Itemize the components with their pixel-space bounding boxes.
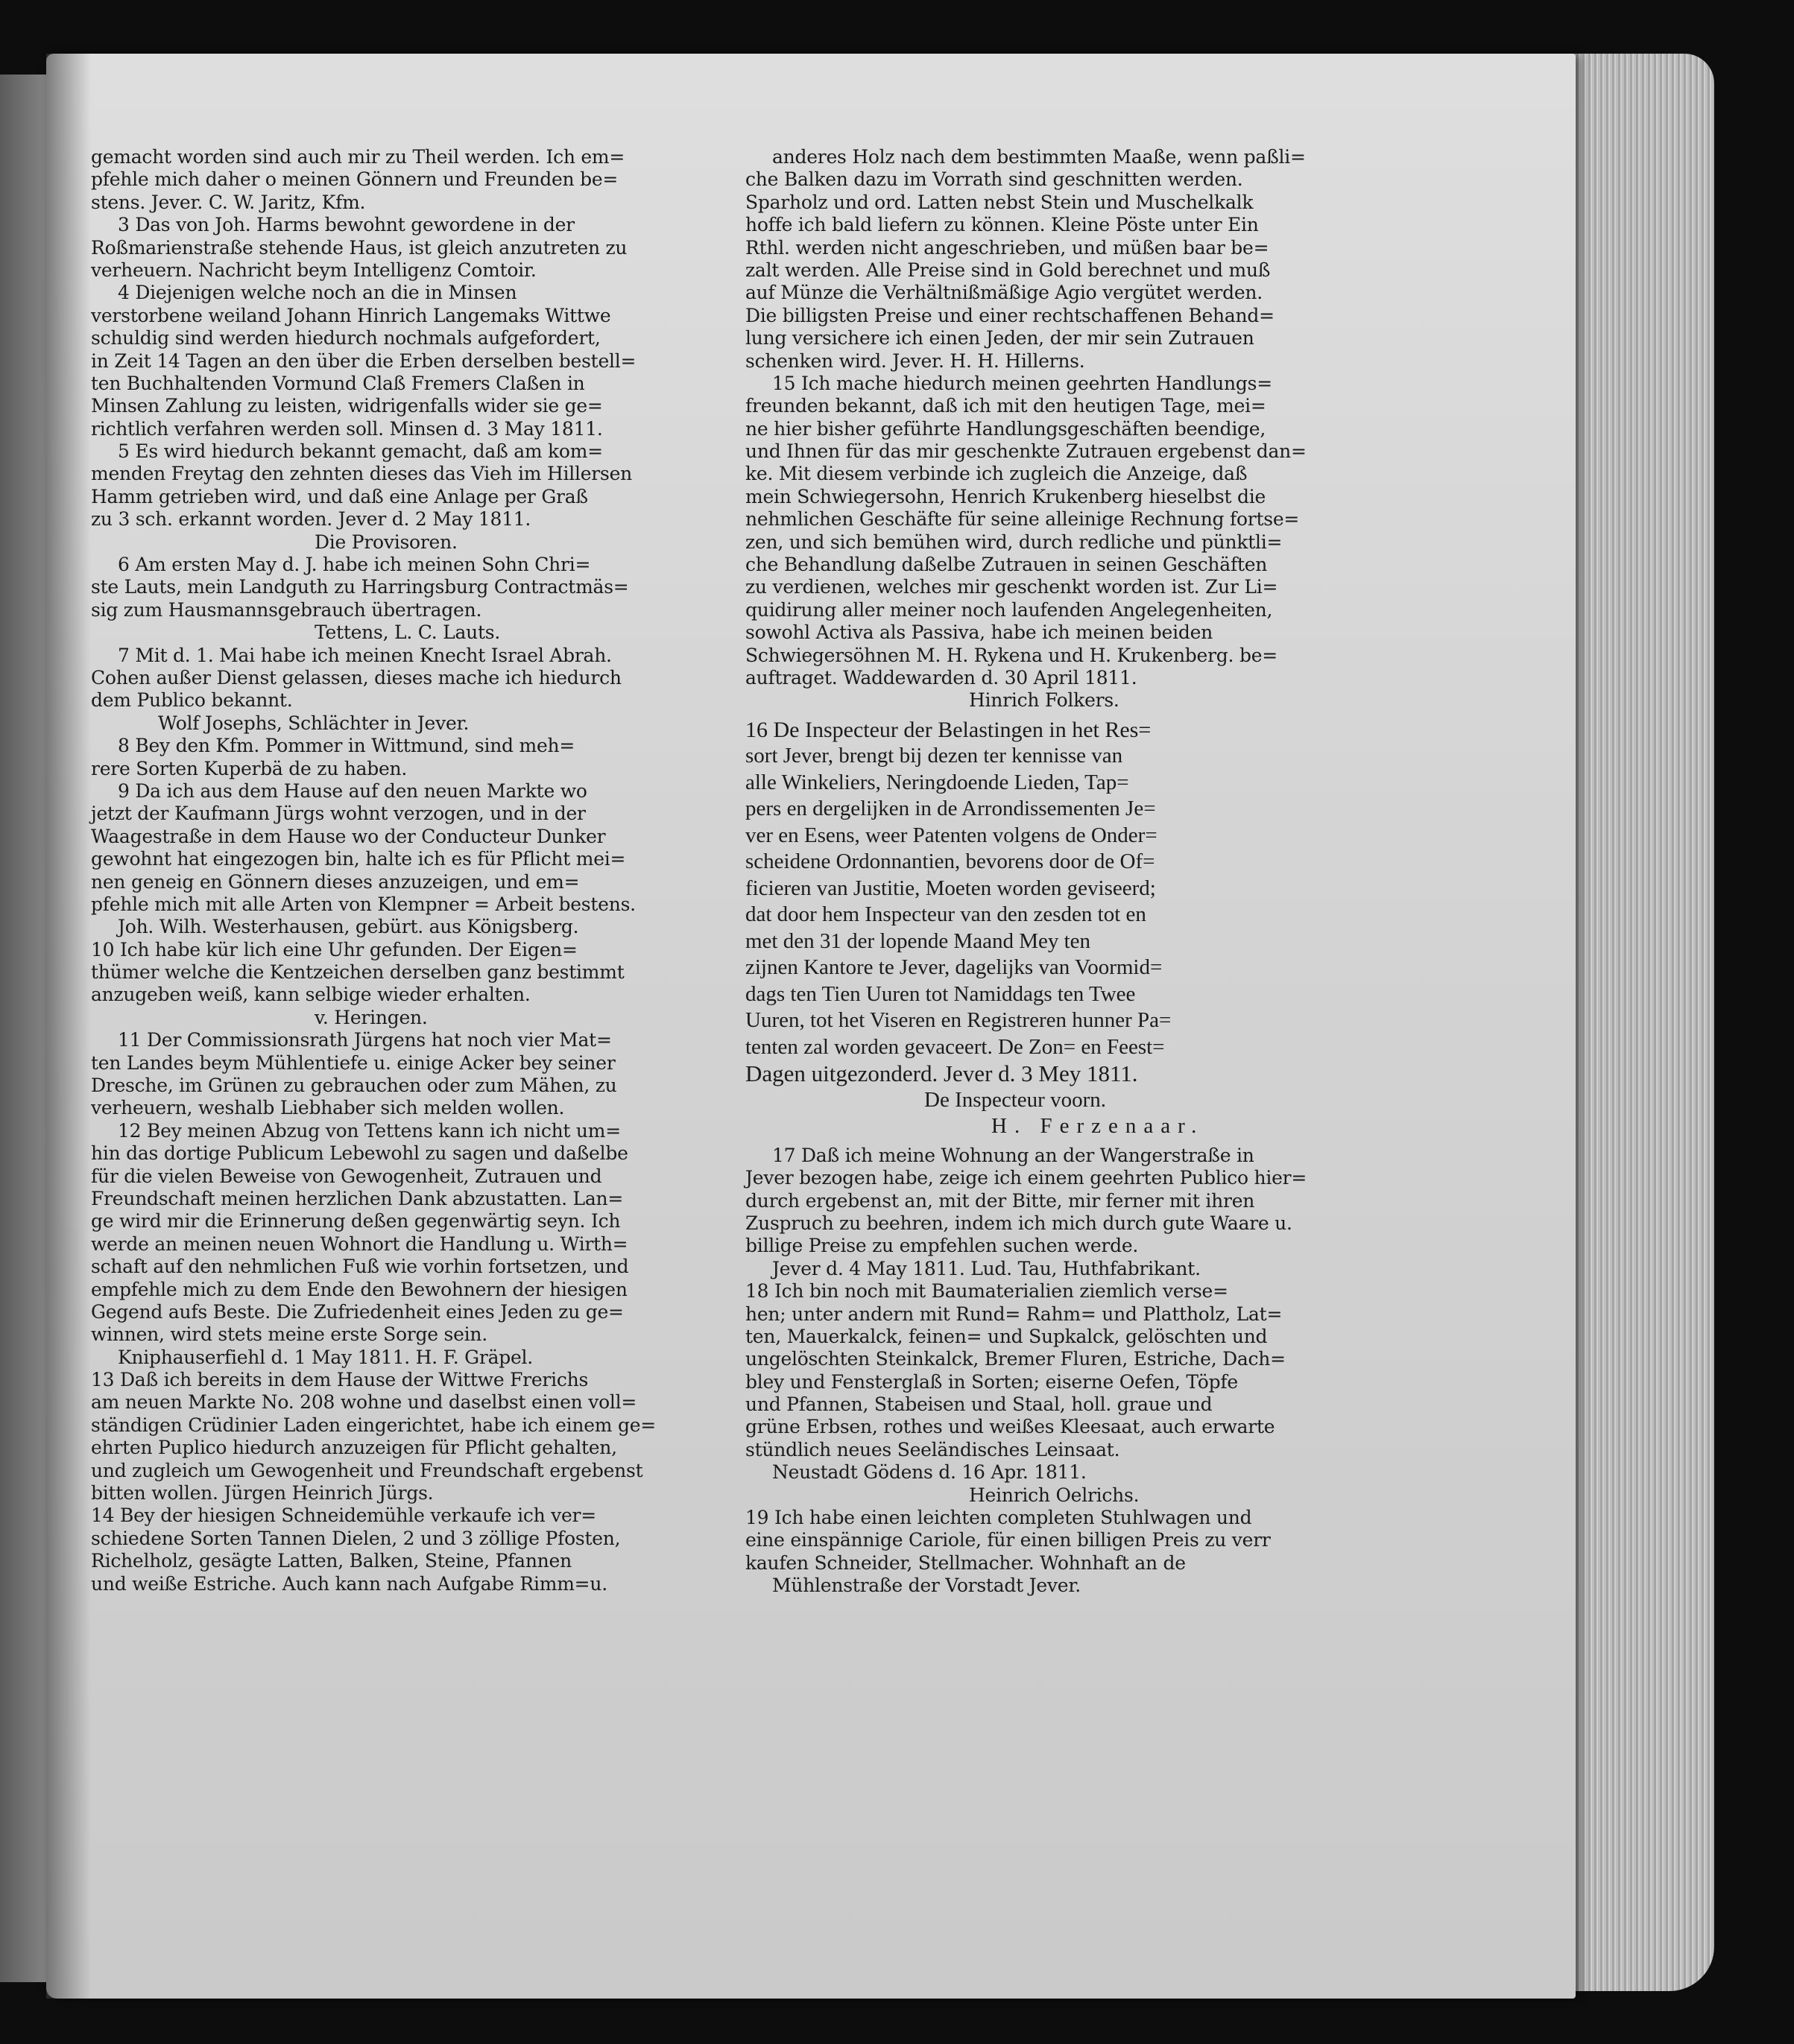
text-line: ten Buchhaltenden Vormund Claß Fremers Claßen in <box>91 372 585 394</box>
text-line: ehrten Puplico hiedurch anzuzeigen für Pflicht gehalten, <box>91 1437 617 1459</box>
text-line: schaft auf den nehmlichen Fuß wie vorhin fortsetzen, und <box>91 1256 629 1278</box>
text-line: nen geneig en Gönnern dieses anzuzeigen, und em= <box>91 870 580 893</box>
text-line: 19 Ich habe einen leichten completen Stuhlwagen und <box>745 1507 1252 1529</box>
text-line: pfehle mich mit alle Arten von Klempner = Arbeit bestens. <box>91 893 636 915</box>
text-line: ver en Esens, weer Patenten volgens de Onder= <box>745 823 1157 847</box>
text-line: Hamm getrieben wird, und daß eine Anlage per Graß <box>91 485 588 507</box>
text-line: rere Sorten Kuperbä de zu haben. <box>91 757 408 779</box>
text-line: gewohnt hat eingezogen bin, halte ich es für Pflicht mei= <box>91 848 626 870</box>
text-line: Freundschaft meinen herzlichen Dank abzustatten. Lan= <box>91 1187 624 1209</box>
signature: v. Heringen. <box>315 1006 428 1028</box>
text-line: verheuern, weshalb Liebhaber sich melden wollen. <box>91 1097 565 1119</box>
text-line: 13 Daß ich bereits in dem Hause der Wittwe Frerichs <box>91 1369 589 1391</box>
text-line: und weiße Estriche. Auch kann nach Aufgabe Rimm=u. <box>91 1572 607 1595</box>
text-line: mein Schwiegersohn, Henrich Krukenberg hieselbst die <box>745 485 1266 507</box>
text-line: richtlich verfahren werden soll. Minsen d. 3 May 1811. <box>91 417 603 440</box>
text-line: ge wird mir die Erinnerung deßen gegenwärtig seyn. Ich <box>91 1210 621 1233</box>
text-line: empfehle mich zu dem Ende den Bewohnern der hiesigen <box>91 1278 628 1300</box>
text-line: gemacht worden sind auch mir zu Theil werden. Ich em= <box>91 146 625 168</box>
signature: Die Provisoren. <box>315 531 458 553</box>
text-line: alle Winkeliers, Neringdoende Lieden, Tap= <box>745 770 1129 794</box>
text-line: Cohen außer Dienst gelassen, dieses mache ich hiedurch <box>91 666 622 689</box>
text-line: 5 Es wird hiedurch bekannt gemacht, daß am kom= <box>118 440 603 463</box>
advertisement-10 <box>91 939 702 1030</box>
text-line: thümer welche die Kentzeichen derselben ganz bestimmt <box>91 961 625 984</box>
advertisement-5 <box>91 440 702 554</box>
advertisement-11 <box>91 1029 702 1120</box>
text-line: menden Freytag den zehnten dieses das Vieh im Hillersen <box>91 463 632 485</box>
advertisement-13 <box>91 1369 702 1504</box>
text-line: Zuspruch zu beehren, indem ich mich durch gute Waare u. <box>745 1212 1292 1234</box>
text-line: 18 Ich bin noch mit Baumaterialien ziemlich verse= <box>745 1280 1228 1303</box>
text-line: 9 Da ich aus dem Hause auf den neuen Markte wo <box>118 779 587 802</box>
text-line: winnen, wird stets meine erste Sorge sein. <box>91 1323 487 1346</box>
right-column <box>745 146 1334 1598</box>
text-line: und Ihnen für das mir geschenkte Zutrauen ergebenst dan= <box>745 440 1307 463</box>
text-line: zalt werden. Alle Preise sind in Gold berechnet und muß <box>745 259 1271 281</box>
text-line: in Zeit 14 Tagen an den über die Erben derselben bestell= <box>91 349 637 372</box>
text-line: 6 Am ersten May d. J. habe ich meinen Sohn Chri= <box>118 554 591 576</box>
advertisement-9 <box>91 780 702 939</box>
text-line: verheuern. Nachricht beym Intelligenz Comtoir. <box>91 259 537 281</box>
text-line: lung versichere ich einen Jeden, der mir sein Zutrauen <box>745 327 1254 349</box>
text-line: Mühlenstraße der Vorstadt Jever. <box>772 1575 1081 1597</box>
text-line: stens. Jever. C. W. Jaritz, Kfm. <box>91 191 366 213</box>
text-line: Rthl. werden nicht angeschrieben, und müßen baar be= <box>745 236 1269 259</box>
advertisement-3 <box>91 214 702 282</box>
text-line: che Behandlung daßelbe Zutrauen in seinen Geschäften <box>745 554 1268 576</box>
text-line: Schwiegersöhnen M. H. Rykena und H. Krukenberg. be= <box>745 644 1277 666</box>
text-line: 4 Diejenigen welche noch an die in Minsen <box>118 282 517 304</box>
text-line: zu verdienen, welches mir geschenkt worden ist. Zur Li= <box>745 576 1278 598</box>
text-line: scheidene Ordonnantien, bevorens door de Of= <box>745 849 1155 874</box>
text-line: durch ergebenst an, mit der Bitte, mir ferner mit ihren <box>745 1189 1255 1212</box>
text-line: und zugleich um Gewogenheit und Freundschaft ergebenst <box>91 1459 643 1481</box>
advertisement-8 <box>91 735 702 780</box>
text-line: Richelholz, gesägte Latten, Balken, Steine, Pfannen <box>91 1550 572 1572</box>
text-line: 8 Bey den Kfm. Pommer in Wittmund, sind meh= <box>118 735 575 757</box>
page-binding-shadow <box>46 54 91 1999</box>
text-line: schuldig sind werden hiedurch nochmals aufgefordert, <box>91 327 601 349</box>
text-line: sort Jever, brengt bij dezen ter kennisse van <box>745 744 1123 768</box>
text-line: Jever bezogen habe, zeige ich einem geehrten Publico hier= <box>745 1167 1307 1189</box>
text-line: anderes Holz nach dem bestimmten Maaße, wenn paßli= <box>772 146 1306 168</box>
text-line: ständigen Crüdinier Laden eingerichtet, habe ich einem ge= <box>91 1414 656 1436</box>
text-line: zu 3 sch. erkannt worden. Jever d. 2 May 1811. <box>91 508 531 531</box>
text-line: quidirung aller meiner noch laufenden Angelegenheiten, <box>745 598 1273 621</box>
advertisement-18 <box>745 1280 1334 1507</box>
text-line: für die vielen Beweise von Gewogenheit, Zutrauen und <box>91 1165 602 1187</box>
advertisement-12 <box>91 1120 702 1369</box>
text-line: werde an meinen neuen Wohnort die Handlung u. Wirth= <box>91 1233 628 1255</box>
text-line: 16 De Inspecteur der Belastingen in het Res= <box>745 717 1152 742</box>
advertisement-6 <box>91 554 702 645</box>
signature: Joh. Wilh. Westerhausen, gebürt. aus Königsberg. <box>118 916 579 938</box>
text-line: ke. Mit diesem verbinde ich zugleich die Anzeige, daß <box>745 463 1248 485</box>
signature: Wolf Josephs, Schlächter in Jever. <box>158 712 470 734</box>
text-line: Dagen uitgezonderd. Jever d. 3 Mey 1811. <box>745 1060 1138 1087</box>
signature: Hinrich Folkers. <box>969 689 1119 712</box>
text-line: 15 Ich mache hiedurch meinen geehrten Handlungs= <box>772 372 1272 394</box>
text-line: Uuren, tot het Viseren en Registreren hunner Pa= <box>745 1008 1172 1033</box>
text-line: 3 Das von Joh. Harms bewohnt gewordene in der <box>118 214 575 236</box>
text-line: dem Publico bekannt. <box>91 689 293 712</box>
text-line: 10 Ich habe kür lich eine Uhr gefunden. Der Eigen= <box>91 938 578 961</box>
text-line: 7 Mit d. 1. Mai habe ich meinen Knecht Israel Abrah. <box>118 644 612 666</box>
text-line: billige Preise zu empfehlen suchen werde. <box>745 1235 1139 1257</box>
advertisement-17 <box>745 1145 1334 1280</box>
text-line: grüne Erbsen, rothes und weißes Kleesaat, auch erwarte <box>745 1416 1275 1438</box>
advertisement-16 <box>745 717 1334 1140</box>
text-line: stündlich neues Seeländisches Leinsaat. <box>745 1438 1120 1461</box>
text-line: schiedene Sorten Tannen Dielen, 2 und 3 zöllige Pfosten, <box>91 1527 621 1549</box>
text-line: Roßmarienstraße stehende Haus, ist gleich anzutreten zu <box>91 236 628 259</box>
text-line: 11 Der Commissionsrath Jürgens hat noch vier Mat= <box>118 1029 612 1051</box>
advertisement-15 <box>745 373 1334 712</box>
text-line: hoffe ich bald liefern zu können. Kleine Pöste unter Ein <box>745 214 1259 236</box>
text-line: Sparholz und ord. Latten nebst Stein und Muschelkalk <box>745 191 1254 213</box>
text-line: freunden bekannt, daß ich mit den heutigen Tage, mei= <box>745 395 1266 417</box>
text-line: zen, und sich bemühen wird, durch redliche und pünktli= <box>745 531 1283 553</box>
text-line: auftraget. Waddewarden d. 30 April 1811. <box>745 666 1137 689</box>
text-line: che Balken dazu im Vorrath sind geschnitten werden. <box>745 168 1243 191</box>
text-line: ste Lauts, mein Landguth zu Harringsburg Contractmäs= <box>91 576 629 598</box>
text-line: pfehle mich daher o meinen Gönnern und Freunden be= <box>91 168 619 191</box>
text-line: ne hier bisher geführte Handlungsgeschäften beendige, <box>745 417 1266 440</box>
text-line: sig zum Hausmannsgebrauch übertragen. <box>91 598 482 621</box>
text-line: Neustadt Gödens d. 16 Apr. 1811. <box>772 1461 1087 1484</box>
text-line: zijnen Kantore te Jever, dagelijks van Voormid= <box>745 955 1163 980</box>
text-line: bley und Fensterglaß in Sorten; eiserne Oefen, Töpfe <box>745 1370 1238 1393</box>
text-line: schenken wird. Jever. H. H. Hillerns. <box>745 349 1085 372</box>
text-line: Waagestraße in dem Hause wo der Conducteur Dunker <box>91 825 606 847</box>
text-line: eine einspännige Cariole, für einen billigen Preis zu verr <box>745 1529 1271 1551</box>
text-line: dat door hem Inspecteur van den zesden tot en <box>745 902 1146 927</box>
text-line: tenten zal worden gevaceert. De Zon= en Feest= <box>745 1034 1165 1059</box>
text-line: Minsen Zahlung zu leisten, widrigenfalls wider sie ge= <box>91 395 603 417</box>
text-line: 14 Bey der hiesigen Schneidemühle verkaufe ich ver= <box>91 1504 596 1527</box>
advertisement-7 <box>91 645 702 735</box>
advertisement-continued <box>91 146 702 214</box>
text-line: met den 31 der lopende Maand Mey ten <box>745 928 1091 953</box>
text-line: 12 Bey meinen Abzug von Tettens kann ich nicht um= <box>118 1119 621 1142</box>
text-line: nehmlichen Geschäfte für seine alleinige Rechnung fortse= <box>745 508 1300 531</box>
advertisement-4 <box>91 282 702 440</box>
signature: De Inspecteur voorn. <box>924 1087 1106 1112</box>
text-line: ficieren van Justitie, Moeten worden geviseerd; <box>745 876 1156 900</box>
text-line: auf Münze die Verhältnißmäßige Agio vergütet werden. <box>745 282 1263 304</box>
advertisement-19 <box>745 1507 1334 1598</box>
text-line: ungelöschten Steinkalck, Bremer Fluren, Estriche, Dach= <box>745 1348 1286 1370</box>
signature: Tettens, L. C. Lauts. <box>315 621 501 644</box>
text-line: anzugeben weiß, kann selbige wieder erhalten. <box>91 984 531 1006</box>
text-line: bitten wollen. Jürgen Heinrich Jürgs. <box>91 1482 434 1504</box>
advertisement-14-continued <box>745 146 1334 373</box>
signature: H. Ferzenaar. <box>991 1114 1204 1139</box>
text-line: hin das dortige Publicum Lebewohl zu sagen und daßelbe <box>91 1142 628 1165</box>
advertisement-14 <box>91 1504 702 1595</box>
text-line: hen; unter andern mit Rund= Rahm= und Plattholz, Lat= <box>745 1303 1283 1325</box>
text-line: jetzt der Kaufmann Jürgs wohnt verzogen, und in der <box>91 803 586 825</box>
text-line: sowohl Activa als Passiva, habe ich meinen beiden <box>745 621 1213 644</box>
text-line: 17 Daß ich meine Wohnung an der Wangerstraße in <box>772 1144 1254 1166</box>
text-line: Dresche, im Grünen zu gebrauchen oder zum Mähen, zu <box>91 1075 617 1097</box>
text-line: ten Landes beym Mühlentiefe u. einige Acker bey seiner <box>91 1051 616 1074</box>
text-line: Gegend aufs Beste. Die Zufriedenheit eines Jeden zu ge= <box>91 1300 624 1323</box>
text-line: am neuen Markte No. 208 wohne und daselbst einen voll= <box>91 1391 637 1414</box>
text-line: Die billigsten Preise und einer rechtschaffenen Behand= <box>745 304 1275 326</box>
text-line: kaufen Schneider, Stellmacher. Wohnhaft an de <box>745 1551 1186 1574</box>
text-line: und Pfannen, Stabeisen und Staal, holl. graue und <box>745 1393 1213 1416</box>
text-line: verstorbene weiland Johann Hinrich Langemaks Wittwe <box>91 304 611 326</box>
signature: Jever d. 4 May 1811. Lud. Tau, Huthfabrikant. <box>772 1257 1201 1279</box>
signature: Kniphauserfiehl d. 1 May 1811. H. F. Gräpel. <box>118 1346 533 1368</box>
text-line: pers en dergelijken in de Arrondissementen Je= <box>745 797 1156 821</box>
signature: Heinrich Oelrichs. <box>969 1484 1140 1506</box>
text-line: ten, Mauerkalck, feinen= und Supkalck, gelöschten und <box>745 1325 1268 1347</box>
text-line: dags ten Tien Uuren tot Namiddags ten Twee <box>745 981 1136 1006</box>
left-column <box>91 146 702 1595</box>
